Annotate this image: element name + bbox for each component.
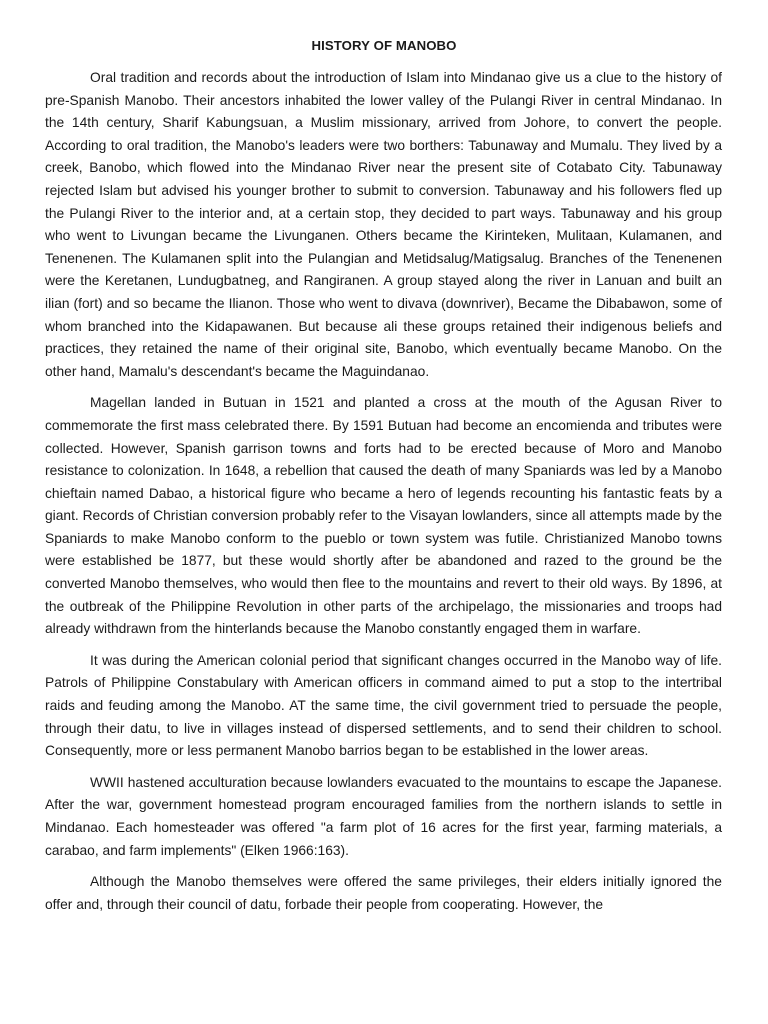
paragraph-homestead-privileges: Although the Manobo themselves were offered the same privileges, their elders initially ignored the offer and, through their council of datu, forbade their people from cooperating. However, the <box>45 874 722 912</box>
document-title: HISTORY OF MANOBO <box>311 38 457 53</box>
document-body <box>45 67 722 925</box>
paragraph-oral-tradition: Oral tradition and records about the introduction of Islam into Mindanao give us a clue to the history of pre-Spanish Manobo. Their ancestors inhabited the lower valley of the Pulangi River in central Mindanao. In the 14th century, Sharif Kabungsuan, a Muslim missionary, arrived from Johore, to convert the people. According to oral tradition, the Manobo's leaders were two borthers: Tabunaway and Mumalu. They lived by a creek, Banobo, which flowed into the Mindanao River near the present site of Cotabato City. Tabunaway rejected Islam but advised his younger brother to submit to conversion. Tabunaway and his followers fled up the Pulangi River to the interior and, at a certain stop, they decided to part ways. Tabunaway and his group who went to Livungan became the Livunganen. Others became the Kirinteken, Mulitaan, Kulamanen, and Tenenenen. The Kulamanen split into the Pulangian and Metidsalug/Matigsalug. Branches of the Tenenenen were the Keretanen, Lundugbatneg, and Rangiranen. A group stayed along the river in Lanuan and built an ilian (fort) and so became the Ilianon. Those who went to divava (downriver), Became the Dibabawon, some of whom branched into the Kidapawanen. But because ali these groups retained their indigenous beliefs and practices, they retained the name of their original site, Banobo, which eventually became Manobo. On the other hand, Mamalu's descendant's became the Maguindanao. <box>45 70 722 379</box>
paragraph-american-period: It was during the American colonial period that significant changes occurred in the Manobo way of life. Patrols of Philippine Constabulary with American officers in command aimed to put a stop to the intertribal raids and feuding among the Manobo. AT the same time, the civil government tried to persuade the people, through their datu, to live in villages instead of dispersed settlements, and to send their children to school. Consequently, more or less permanent Manobo barrios began to be established in the lower areas. <box>45 652 722 759</box>
paragraph-spanish-period: Magellan landed in Butuan in 1521 and planted a cross at the mouth of the Agusan River to commemorate the first mass celebrated there. By 1591 Butuan had become an encomienda and tributes were collected. However, Spanish garrison towns and forts had to be erected because of Moro and Manobo resistance to colonization. In 1648, a rebellion that caused the death of many Spaniards was led by a Manobo chieftain named Dabao, a historical figure who became a hero of legends recounting his fantastic feats by a giant. Records of Christian conversion probably refer to the Visayan lowlanders, since all attempts made by the Spaniards to make Manobo conform to the pueblo or town system was futile. Christianized Manobo towns were established be 1877, but these would shortly after be abandoned and razed to the ground be the converted Manobo themselves, who would then flee to the mountains and revert to their old ways. By 1896, at the outbreak of the Philippine Revolution in other parts of the archipelago, the missionaries and troops had already withdrawn from the hinterlands because the Manobo constantly engaged them in warfare. <box>45 395 722 637</box>
paragraph-wwii: WWII hastened acculturation because lowlanders evacuated to the mountains to escape the Japanese. After the war, government homestead program encouraged families from the northern islands to settle in Mindanao. Each homesteader was offered "a farm plot of 16 acres for the first year, farming materials, a carabao, and farm implements" (Elken 1966:163). <box>45 774 722 858</box>
